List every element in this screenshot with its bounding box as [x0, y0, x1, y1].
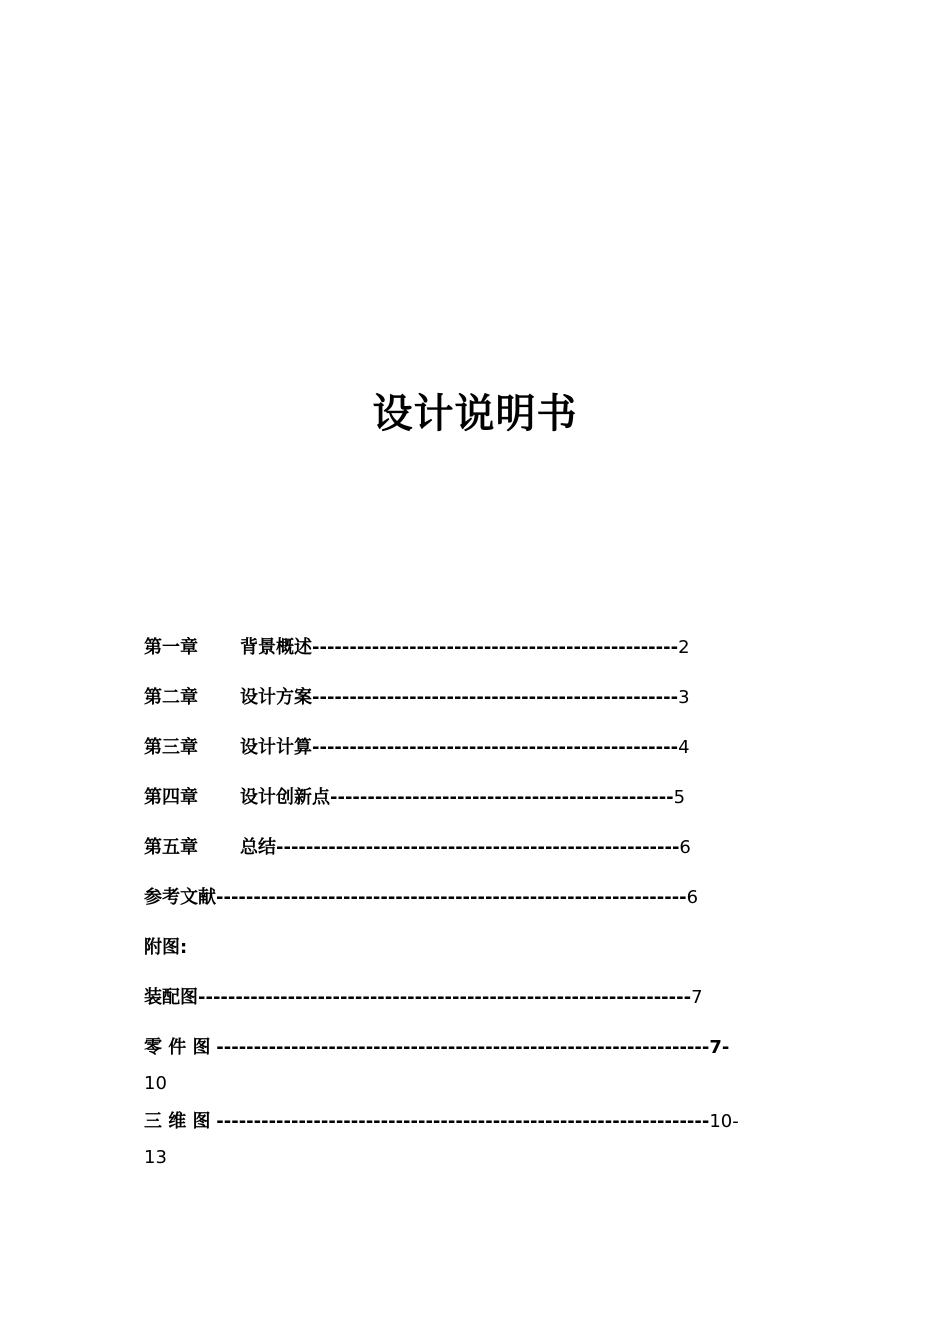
toc-page-number: 6 — [679, 837, 691, 858]
toc-chapter-name: 设计方案 — [240, 687, 312, 708]
toc-leader: --------------------------------------------------------------- — [216, 887, 687, 908]
toc-entry-references[interactable] — [144, 886, 698, 910]
toc-chapter-number: 第三章 — [144, 737, 198, 758]
toc-chapter-number: 第四章 — [144, 787, 198, 808]
toc-leader: ------------------------------------------------------ — [276, 837, 680, 858]
toc-page-number: 4 — [678, 737, 690, 758]
toc-leader: ------------------------------------------------------------------ — [216, 1111, 710, 1132]
toc-page-number: 7- — [709, 1037, 730, 1058]
toc-entry-chapter-2[interactable] — [144, 686, 690, 710]
toc-page-number: 10- — [709, 1111, 739, 1132]
toc-chapter-name: 背景概述 — [240, 637, 312, 658]
toc-chapter-number: 第五章 — [144, 837, 198, 858]
toc-leader: ------------------------------------------------- — [312, 737, 679, 758]
toc-3d-name: 三 维 图 — [144, 1111, 211, 1132]
toc-entry-3d-drawings[interactable] — [144, 1110, 739, 1134]
toc-chapter-name: 设计计算 — [240, 737, 312, 758]
toc-leader: ------------------------------------------------------------------ — [198, 987, 692, 1008]
document-title: 设计说明书 — [372, 391, 578, 437]
toc-leader: ------------------------------------------------- — [312, 637, 679, 658]
toc-parts-name: 零 件 图 — [144, 1037, 211, 1058]
toc-entry-chapter-5[interactable] — [144, 836, 691, 860]
toc-chapter-name: 设计创新点 — [240, 787, 330, 808]
toc-page-number: 7 — [691, 987, 703, 1008]
toc-leader: ---------------------------------------------- — [330, 787, 674, 808]
toc-chapter-name: 总结 — [240, 837, 276, 858]
toc-page-number: 2 — [678, 637, 690, 658]
toc-appendix-heading — [144, 936, 187, 960]
toc-page-number: 3 — [678, 687, 690, 708]
toc-chapter-number: 第一章 — [144, 637, 198, 658]
toc-entry-assembly-drawing[interactable] — [144, 986, 703, 1010]
toc-part-drawings-page-wrap: 10 — [144, 1073, 167, 1094]
toc-3d-drawings-page-wrap: 13 — [144, 1147, 167, 1168]
toc-entry-chapter-3[interactable] — [144, 736, 690, 760]
toc-page-number: 6 — [686, 887, 699, 908]
toc-entry-part-drawings[interactable] — [144, 1036, 729, 1060]
toc-references-name: 参考文献 — [144, 887, 216, 908]
toc-assembly-name: 装配图 — [144, 987, 198, 1008]
toc-leader: ------------------------------------------------- — [312, 687, 679, 708]
toc-leader: ------------------------------------------------------------------ — [216, 1037, 710, 1058]
toc-appendix-label: 附图: — [144, 937, 188, 958]
toc-page-number: 5 — [673, 787, 686, 808]
toc-chapter-number: 第二章 — [144, 687, 198, 708]
toc-entry-chapter-1[interactable] — [144, 636, 690, 660]
toc-entry-chapter-4[interactable] — [144, 786, 685, 810]
